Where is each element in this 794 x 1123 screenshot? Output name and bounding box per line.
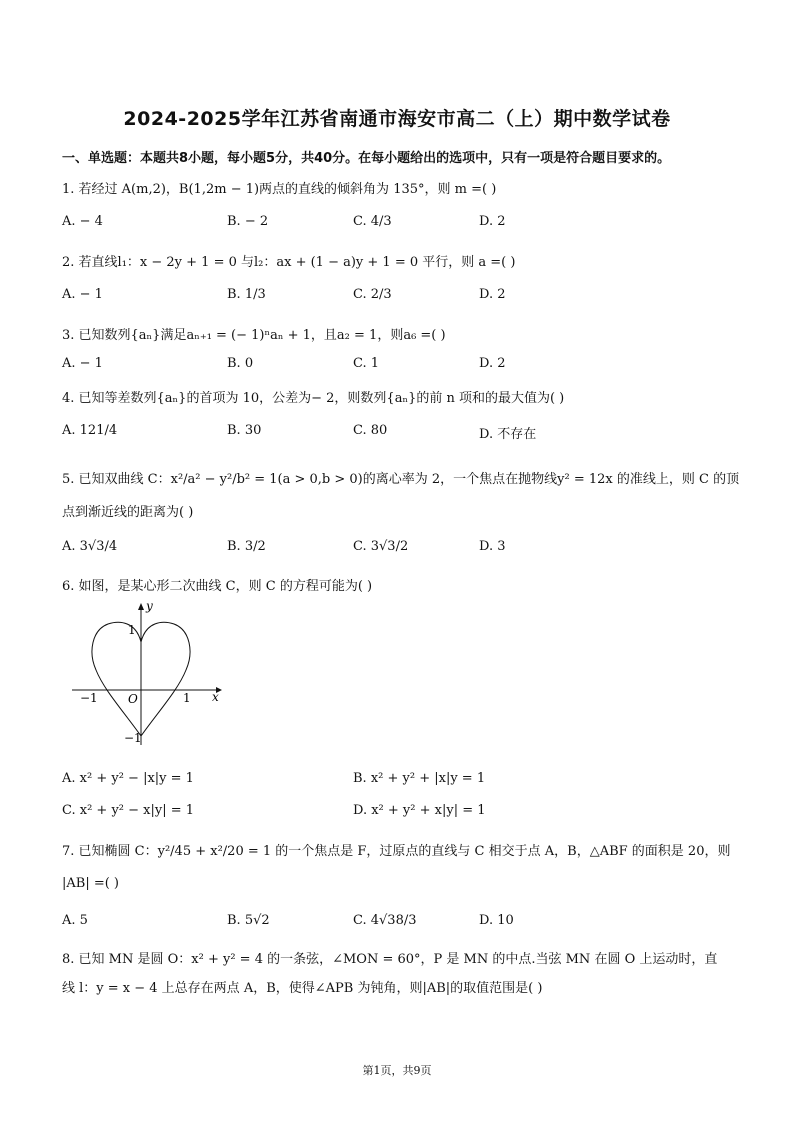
question-1-stem: 1. 若经过 A(m,2)，B(1,2m − 1)两点的直线的倾斜角为 135°，则 m =( ) [62, 182, 497, 197]
question-5-stem-line-2: 点到渐近线的距离为( ) [62, 505, 194, 520]
question-7-stem-line-1: 7. 已知椭圆 C：y²/45 + x²/20 = 1 的一个焦点是 F，过原点的直线与 C 相交于点 A，B，△ABF 的面积是 20，则 [62, 844, 731, 859]
origin-label: O [128, 692, 138, 706]
page-footer: 第1页，共9页 [362, 1064, 432, 1077]
question-5-option-a: A. 3√3/4 [62, 539, 118, 554]
question-2-option-d: D. 2 [479, 287, 506, 302]
question-2-option-a: A. − 1 [62, 287, 103, 302]
question-7-option-a: A. 5 [62, 913, 88, 928]
question-2-option-c: C. 2/3 [353, 287, 392, 302]
question-1-option-c: C. 4/3 [353, 214, 392, 229]
question-2-option-b: B. 1/3 [227, 287, 266, 302]
question-7-stem-line-2: |AB| =( ) [62, 876, 120, 891]
question-6-option-c: C. x² + y² − x|y| = 1 [62, 803, 195, 818]
x-axis-label: x [212, 690, 219, 704]
question-5-option-c: C. 3√3/2 [353, 539, 409, 554]
question-6-option-d: D. x² + y² + x|y| = 1 [353, 803, 486, 818]
question-3-option-d: D. 2 [479, 356, 506, 371]
question-7-option-d: D. 10 [479, 913, 514, 928]
question-6-option-b: B. x² + y² + |x|y = 1 [353, 771, 486, 786]
page-title: 2024-2025学年江苏省南通市海安市高二（上）期中数学试卷 [123, 108, 671, 130]
question-5-stem-line-1: 5. 已知双曲线 C：x²/a² − y²/b² = 1(a > 0,b > 0)的离心率为 2，一个焦点在抛物线y² = 12x 的准线上，则 C 的顶 [62, 472, 740, 487]
question-1-option-b: B. − 2 [227, 214, 269, 229]
tick-label-x-neg1: −1 [80, 691, 98, 705]
question-6-option-a: A. x² + y² − |x|y = 1 [62, 771, 194, 786]
question-8-stem-line-1: 8. 已知 MN 是圆 O：x² + y² = 4 的一条弦，∠MON = 60°，P 是 MN 的中点.当弦 MN 在圆 O 上运动时，直 [62, 952, 718, 967]
y-axis-arrow [138, 603, 144, 610]
question-8-stem-line-2: 线 l：y = x − 4 上总存在两点 A，B，使得∠APB 为钝角，则|AB|的取值范围是( ) [62, 981, 543, 996]
question-5-option-d: D. 3 [479, 539, 506, 554]
tick-label-x-1: 1 [183, 691, 191, 705]
question-5-option-b: B. 3/2 [227, 539, 266, 554]
question-3-option-a: A. − 1 [62, 356, 103, 371]
question-7-option-c: C. 4√38/3 [353, 913, 417, 928]
question-4-option-d: D. 不存在 [479, 427, 537, 442]
question-3-option-c: C. 1 [353, 356, 380, 371]
question-3-stem: 3. 已知数列{aₙ}满足aₙ₊₁ = (− 1)ⁿaₙ + 1，且a₂ = 1，则a₆ =( ) [62, 328, 446, 343]
question-1-option-a: A. − 4 [62, 214, 103, 229]
question-4-option-a: A. 121/4 [62, 423, 118, 438]
section-heading: 一、单选题：本题共8小题，每小题5分，共40分。在每小题给出的选项中，只有一项是符合题目要求的。 [62, 151, 671, 166]
question-7-option-b: B. 5√2 [227, 913, 270, 928]
question-3-option-b: B. 0 [227, 356, 254, 371]
question-4-option-c: C. 80 [353, 423, 388, 438]
tick-label-y-1: 1 [128, 623, 136, 637]
question-4-option-b: B. 30 [227, 423, 262, 438]
y-axis-label: y [146, 600, 153, 613]
question-4-stem: 4. 已知等差数列{aₙ}的首项为 10，公差为− 2，则数列{aₙ}的前 n 项和的最大值为( ) [62, 391, 565, 406]
question-2-stem: 2. 若直线l₁：x − 2y + 1 = 0 与l₂：ax + (1 − a)y + 1 = 0 平行，则 a =( ) [62, 255, 516, 270]
heart-curve-figure [66, 600, 226, 750]
tick-label-y-neg1: −1 [124, 731, 142, 745]
question-1-option-d: D. 2 [479, 214, 506, 229]
question-6-stem: 6. 如图，是某心形二次曲线 C，则 C 的方程可能为( ) [62, 579, 373, 594]
